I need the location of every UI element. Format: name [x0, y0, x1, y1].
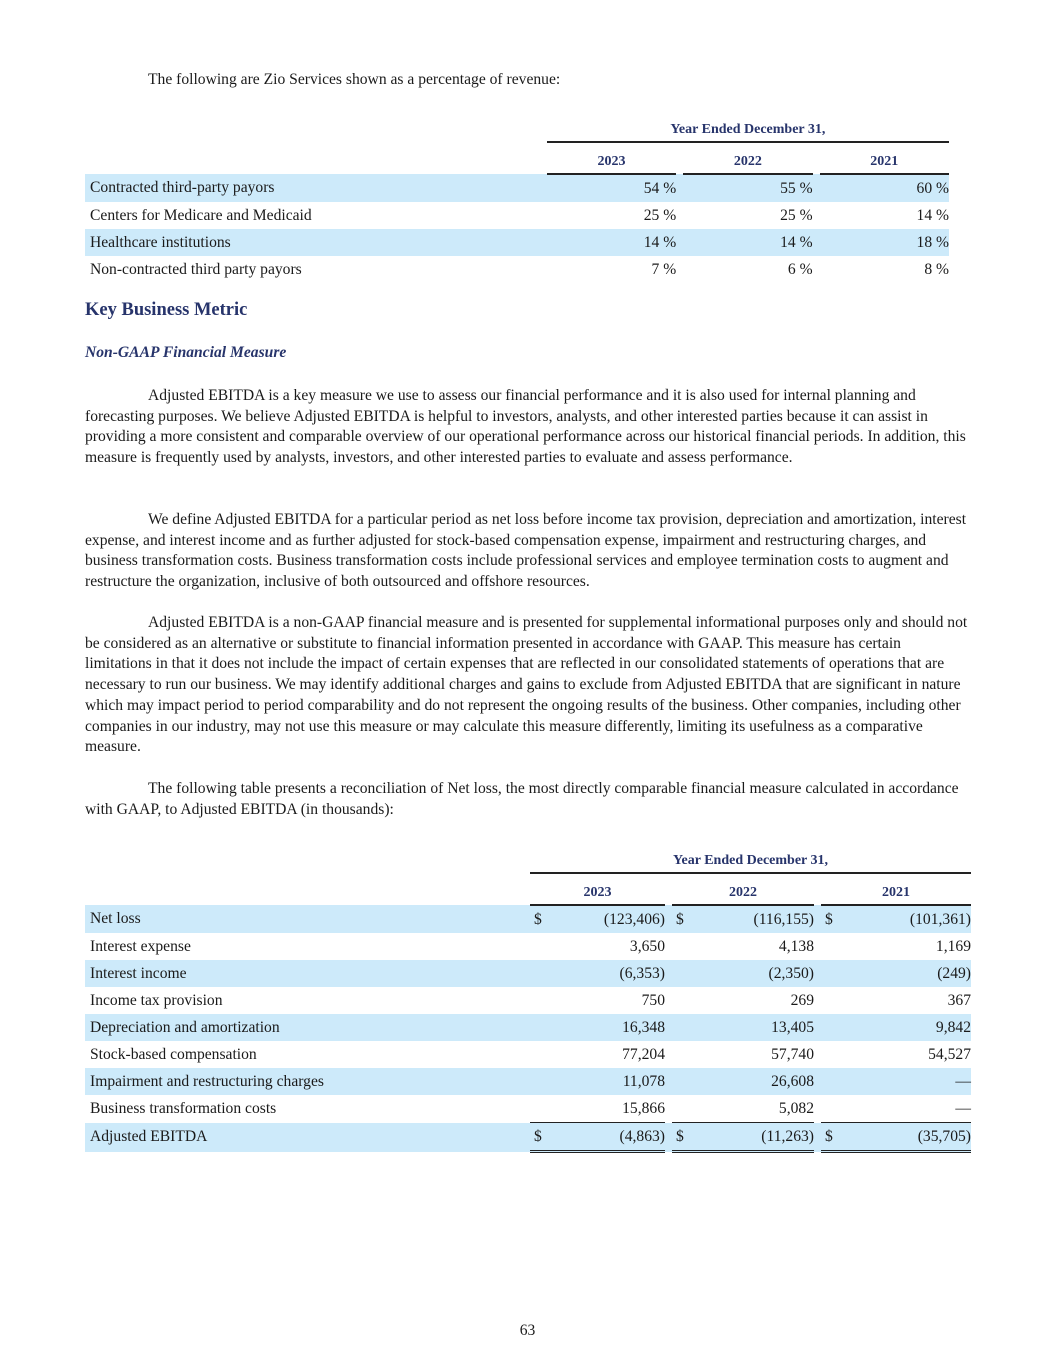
- row-label: Adjusted EBITDA: [85, 1123, 530, 1152]
- table-row: [85, 1041, 971, 1068]
- currency-symbol: $: [672, 1123, 692, 1152]
- table-row: [85, 1014, 971, 1041]
- table-row: [85, 229, 949, 256]
- table-row: [85, 1068, 971, 1095]
- row-label: Net loss: [85, 905, 530, 933]
- cell-value: (11,263): [692, 1123, 814, 1152]
- paragraph: We define Adjusted EBITDA for a particular period as net loss before income tax provision, depreciation and amortization, interest expense, and interest income and as further adjusted for stock-based compensation expense, impairment and restructuring charges, and business transformation costs. Business transformation costs include professional services and employee termination costs to augment and restructure the organization, inclusive of both outsourced and offshore resources.: [85, 511, 967, 591]
- table-row: [85, 987, 971, 1014]
- paragraph: Adjusted EBITDA is a non-GAAP financial measure and is presented for supplemental informational purposes only and should not be considered as an alternative or substitute to financial information presented in accordance with GAAP. This measure has certain limitations in that it does not include the impact of certain expenses that are reflected in our consolidated statements of operations that are necessary to run our business. We may identify additional charges and gains to exclude from Adjusted EBITDA that are significant in nature which may impact period to period comparability and do not represent the ongoing results of the business. Other companies, including other companies in our industry, may not use this measure or may calculate this measure differently, limiting its usefulness as a comparative measure.: [85, 614, 968, 756]
- cell-value: 5,082: [778, 1099, 814, 1117]
- cell-value: 6 %: [787, 260, 813, 278]
- row-label: Contracted third-party payors: [85, 174, 547, 202]
- cell-value: (6,353): [550, 960, 665, 987]
- cell-value: (116,155): [692, 905, 814, 933]
- paragraph: The following table presents a reconciliation of Net loss, the most directly comparable financial measure calculated in accordance with GAAP, to Adjusted EBITDA (in thousands):: [85, 780, 959, 818]
- cell-value: 54,527: [928, 1045, 971, 1063]
- cell-value: 8 %: [924, 260, 949, 278]
- table-row: [85, 1123, 971, 1152]
- row-label: Non-contracted third party payors: [90, 260, 302, 278]
- row-label: Impairment and restructuring charges: [85, 1068, 530, 1095]
- cell-value: 11,078: [550, 1068, 665, 1095]
- cell-value: 16,348: [550, 1014, 665, 1041]
- row-label: Healthcare institutions: [85, 229, 547, 256]
- column-header: 2023: [530, 873, 665, 905]
- row-label: Stock-based compensation: [90, 1045, 257, 1063]
- table-row: [85, 933, 971, 960]
- cell-value: —: [955, 1099, 971, 1117]
- cell-value: (123,406): [550, 905, 665, 933]
- row-label: Interest income: [85, 960, 530, 987]
- column-header: 2022: [672, 873, 814, 905]
- column-header: 2022: [683, 142, 812, 174]
- cell-value: 7 %: [651, 260, 677, 278]
- table-group-header: Year Ended December 31,: [547, 119, 949, 142]
- currency-symbol: $: [530, 1123, 550, 1152]
- cell-value: (2,350): [692, 960, 814, 987]
- cell-value: 4,138: [778, 937, 814, 955]
- row-label: Centers for Medicare and Medicaid: [90, 206, 312, 224]
- intro-text: The following are Zio Services shown as a percentage of revenue:: [148, 71, 561, 88]
- cell-value: —: [841, 1068, 971, 1095]
- cell-value: 1,169: [935, 937, 971, 955]
- section-heading: Key Business Metric: [85, 300, 248, 320]
- cell-value: 269: [790, 991, 814, 1009]
- cell-value: 25 %: [643, 206, 677, 224]
- cell-value: 9,842: [841, 1014, 971, 1041]
- cell-value: 3,650: [629, 937, 665, 955]
- cell-value: 367: [947, 991, 971, 1009]
- row-label: Business transformation costs: [90, 1099, 277, 1117]
- cell-value: (4,863): [550, 1123, 665, 1152]
- cell-value: 18 %: [820, 229, 949, 256]
- currency-symbol: $: [821, 1123, 841, 1152]
- cell-value: 750: [641, 991, 665, 1009]
- cell-value: 14 %: [916, 206, 949, 224]
- table-row: [85, 905, 971, 933]
- column-header: 2021: [821, 873, 971, 905]
- paragraph: Adjusted EBITDA is a key measure we use to assess our financial performance and it is also used for internal planning and forecasting purposes. We believe Adjusted EBITDA is helpful to investors, analysts, and other interested parties because it can assist in providing a more consistent and comparable overview of our operational performance across our historical financial periods. In addition, this measure is frequently used by analysts, investors, and other interested parties to evaluate and assess performance.: [85, 387, 966, 467]
- table-row: [85, 1095, 971, 1123]
- cell-value: 55 %: [683, 174, 812, 202]
- subsection-heading: Non-GAAP Financial Measure: [85, 344, 287, 361]
- column-header: 2023: [547, 142, 676, 174]
- cell-value: 57,740: [771, 1045, 814, 1063]
- table-row: [85, 256, 949, 283]
- cell-value: 77,204: [622, 1045, 665, 1063]
- cell-value: 60 %: [820, 174, 949, 202]
- table-row: [85, 174, 949, 202]
- table-row: [85, 202, 949, 229]
- table-group-header: Year Ended December 31,: [530, 850, 971, 873]
- cell-value: 14 %: [547, 229, 676, 256]
- column-header: 2021: [820, 142, 949, 174]
- cell-value: (101,361): [841, 905, 971, 933]
- row-label: Income tax provision: [90, 991, 223, 1009]
- revenue-percentage-table: [85, 119, 949, 283]
- page-number: 63: [519, 1322, 536, 1339]
- ebitda-reconciliation-table: [85, 850, 971, 1153]
- cell-value: (249): [841, 960, 971, 987]
- cell-value: (35,705): [841, 1123, 971, 1152]
- row-label: Interest expense: [90, 937, 191, 955]
- row-label: Depreciation and amortization: [85, 1014, 530, 1041]
- currency-symbol: $: [672, 905, 692, 933]
- cell-value: 14 %: [683, 229, 812, 256]
- cell-value: 54 %: [547, 174, 676, 202]
- cell-value: 26,608: [692, 1068, 814, 1095]
- currency-symbol: $: [530, 905, 550, 933]
- cell-value: 25 %: [780, 206, 813, 224]
- table-row: [85, 960, 971, 987]
- cell-value: 15,866: [622, 1099, 665, 1117]
- cell-value: 13,405: [692, 1014, 814, 1041]
- currency-symbol: $: [821, 905, 841, 933]
